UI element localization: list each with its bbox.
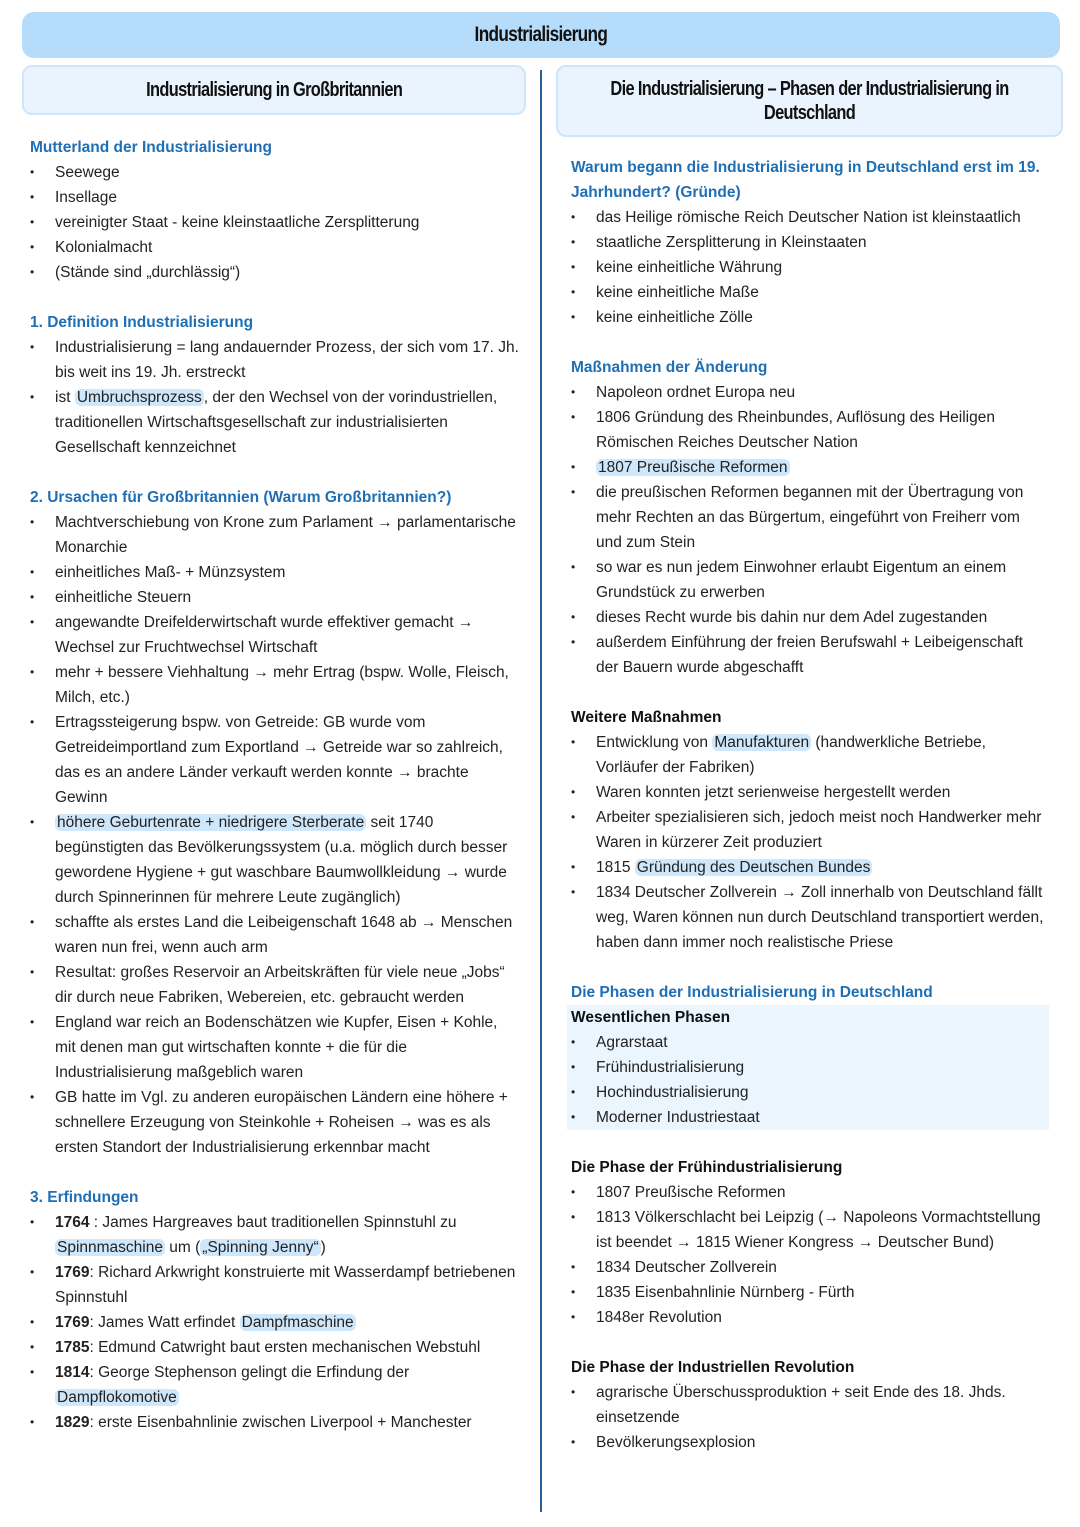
bullet-list <box>571 1380 1049 1455</box>
section <box>571 705 1049 955</box>
item-text: Machtverschiebung von Krone zum Parlament → parlamentarische Monarchie <box>55 514 516 556</box>
item-text: 1813 Völkerschlacht bei Leipzig (→ Napoleons Vormachtstellung ist beendet → 1815 Wiener Kongress → Deutscher Bund) <box>596 1209 1041 1251</box>
list-item <box>571 605 1049 630</box>
list-item <box>571 1280 1049 1305</box>
list-item <box>30 385 520 460</box>
list-item <box>571 1105 1049 1130</box>
list-item <box>571 480 1049 555</box>
highlighted-term: Dampfmaschine <box>241 1314 354 1331</box>
item-text: England war reich an Bodenschätzen wie Kupfer, Eisen + Kohle, mit denen man gut wirtschaften konnte + die für die Industrialisierung maßgeblich waren <box>55 1014 498 1081</box>
item-text: : Richard Arkwright konstruierte mit Wasserdampf betriebenen Spinnstuhl <box>55 1264 516 1306</box>
list-item <box>30 710 520 810</box>
section-heading: Maßnahmen der Änderung <box>571 359 768 376</box>
item-text: das Heilige römische Reich Deutscher Nation ist kleinstaatlich <box>596 209 1021 226</box>
highlighted-term: „Spinning Jenny“ <box>202 1239 319 1256</box>
list-item <box>571 1055 1049 1080</box>
item-text: agrarische Überschussproduktion + seit Ende des 18. Jhds. einsetzende <box>596 1384 1006 1426</box>
bullet-list <box>30 160 520 285</box>
section-heading: 1. Definition Industrialisierung <box>30 314 254 331</box>
bullet-list <box>571 1180 1049 1330</box>
section-heading: Weitere Maßnahmen <box>571 709 722 726</box>
item-text: : erste Eisenbahnlinie zwischen Liverpool + Manchester <box>89 1414 472 1431</box>
item-text: dieses Recht wurde bis dahin nur dem Adel zugestanden <box>596 609 988 626</box>
list-item <box>571 1380 1049 1430</box>
highlighted-term: Dampflokomotive <box>57 1389 177 1406</box>
section-subheading: Wesentlichen Phasen <box>571 1009 731 1026</box>
item-text: Kolonialmacht <box>55 239 153 256</box>
list-item <box>571 280 1049 305</box>
item-text: mehr + bessere Viehhaltung → mehr Ertrag (bspw. Wolle, Fleisch, Milch, etc.) <box>55 664 509 706</box>
section-heading: Mutterland der Industrialisierung <box>30 139 272 156</box>
section-heading: Die Phasen der Industrialisierung in Deutschland <box>571 984 933 1001</box>
item-text: 1835 Eisenbahnlinie Nürnberg - Fürth <box>596 1284 855 1301</box>
list-item <box>30 210 520 235</box>
list-item <box>571 1255 1049 1280</box>
highlighted-term: höhere Geburtenrate + niedrigere Sterberate <box>57 814 365 831</box>
list-item <box>30 1360 520 1410</box>
item-text: , der den Wechsel von der vorindustriellen, traditionellen Wirtschaftsgesellschaft zur industrialisierten Gesellschaft kennzeichnet <box>55 389 498 456</box>
list-item <box>571 380 1049 405</box>
list-item <box>30 160 520 185</box>
item-text: keine einheitliche Maße <box>596 284 759 301</box>
list-item <box>571 230 1049 255</box>
left-column-title: Industrialisierung in Großbritannien <box>145 79 403 101</box>
list-item <box>571 1180 1049 1205</box>
section <box>30 310 520 460</box>
item-text: so war es nun jedem Einwohner erlaubt Eigentum an einem Grundstück zu erwerben <box>596 559 1007 601</box>
list-item <box>30 1210 520 1260</box>
list-item <box>571 1305 1049 1330</box>
item-text: 1848er Revolution <box>596 1309 722 1326</box>
section-heading: Die Phase der Industriellen Revolution <box>571 1359 855 1376</box>
item-text: Seewege <box>55 164 120 181</box>
list-item <box>571 1080 1049 1105</box>
item-text: 1834 Deutscher Zollverein → Zoll innerhalb von Deutschland fällt weg, Waren können nun durch Deutschland transportiert werden, haben dann immer noch realistische Priese <box>596 884 1044 951</box>
section-heading: 3. Erfindungen <box>30 1189 139 1206</box>
list-item <box>571 405 1049 455</box>
highlighted-term: Manufakturen <box>714 734 810 751</box>
section <box>30 135 520 285</box>
item-text: schaffte als erstes Land die Leibeigenschaft 1648 ab → Menschen waren nun frei, wenn auch arm <box>55 914 513 956</box>
item-text: Hochindustrialisierung <box>596 1084 749 1101</box>
list-item <box>571 855 1049 880</box>
section <box>571 355 1049 680</box>
list-item <box>571 255 1049 280</box>
list-item <box>30 1260 520 1310</box>
list-item <box>571 1430 1049 1455</box>
item-text: : James Hargreaves baut traditionellen Spinnstuhl zu <box>89 1214 457 1231</box>
highlighted-term: Gründung des Deutschen Bundes <box>636 859 871 876</box>
item-text: Bevölkerungsexplosion <box>596 1434 756 1451</box>
list-item <box>30 335 520 385</box>
item-text: einheitliches Maß- + Münzsystem <box>55 564 286 581</box>
list-item <box>30 960 520 1010</box>
list-item <box>30 510 520 560</box>
item-text: Insellage <box>55 189 118 206</box>
item-text: ) <box>320 1239 326 1256</box>
section <box>30 1185 520 1435</box>
bullet-list <box>571 205 1049 330</box>
bold-year: 1829 <box>55 1414 90 1431</box>
item-text: seit 1740 begünstigten das Bevölkerungssystem (u.a. möglich durch besser gewordene Hygiene + gut waschbare Baumwollkleidung → wurde durch Spinnerinnen für mehrere Leute zugänglich) <box>55 814 508 906</box>
item-text: die preußischen Reformen begannen mit der Übertragung von mehr Rechten an das Bürgertum, eingeführt von Freiherr vom und zum Stein <box>596 484 1024 551</box>
item-text: 1806 Gründung des Rheinbundes, Auflösung des Heiligen Römischen Reiches Deutscher Nation <box>596 409 995 451</box>
highlighted-term: Umbruchsprozess <box>76 389 202 406</box>
section <box>571 980 1049 1130</box>
item-text: Agrarstaat <box>596 1034 668 1051</box>
section <box>571 155 1049 330</box>
list-item <box>30 660 520 710</box>
item-text: um ( <box>164 1239 201 1256</box>
title-banner <box>22 12 1060 58</box>
list-item <box>571 1030 1049 1055</box>
list-item <box>30 585 520 610</box>
section-heading: Die Phase der Frühindustrialisierung <box>571 1159 843 1176</box>
list-item <box>571 1205 1049 1255</box>
highlighted-term: Spinnmaschine <box>57 1239 163 1256</box>
list-item <box>571 880 1049 955</box>
item-text: 1834 Deutscher Zollverein <box>596 1259 777 1276</box>
list-item <box>30 1085 520 1160</box>
bullet-list <box>571 1030 1049 1130</box>
bullet-list <box>30 335 520 460</box>
list-item <box>30 560 520 585</box>
item-text: Industrialisierung = lang andauernder Prozess, der sich vom 17. Jh. bis weit ins 19. Jh. erstreckt <box>55 339 519 381</box>
bold-year: 1764 <box>55 1214 90 1231</box>
item-text: Resultat: großes Reservoir an Arbeitskräften für viele neue „Jobs“ dir durch neue Fabriken, Webereien, etc. gebraucht werden <box>55 964 505 1006</box>
item-text: GB hatte im Vgl. zu anderen europäischen Ländern eine höhere + schnellere Erzeugung von Steinkohle + Roheisen → was es als ersten Standort der Industrialisierung erkennbar macht <box>55 1089 508 1156</box>
bold-year: 1814 <box>55 1364 90 1381</box>
item-text: angewandte Dreifelderwirtschaft wurde effektiver gemacht → Wechsel zur Fruchtwechsel Wirtschaft <box>55 614 474 656</box>
item-text: (Stände sind „durchlässig“) <box>55 264 241 281</box>
list-item <box>571 455 1049 480</box>
highlighted-term: 1807 Preußische Reformen <box>598 459 788 476</box>
bullet-list <box>30 1210 520 1435</box>
left-header-box <box>22 65 526 115</box>
section-heading: Warum begann die Industrialisierung in Deutschland erst im 19. Jahrhundert? (Gründe) <box>571 159 1040 201</box>
item-text: außerdem Einführung der freien Berufswahl + Leibeigenschaft der Bauern wurde abgeschafft <box>596 634 1023 676</box>
list-item <box>571 730 1049 780</box>
bullet-list <box>571 380 1049 680</box>
item-text: : Edmund Catwright baut ersten mechanischen Webstuhl <box>89 1339 481 1356</box>
list-item <box>571 305 1049 330</box>
list-item <box>571 555 1049 605</box>
item-text: 1807 Preußische Reformen <box>596 1184 786 1201</box>
list-item <box>30 1310 520 1335</box>
list-item <box>30 185 520 210</box>
list-item <box>30 810 520 910</box>
list-item <box>571 630 1049 680</box>
item-text: : James Watt erfindet <box>89 1314 240 1331</box>
bold-year: 1769 <box>55 1264 90 1281</box>
item-text: : George Stephenson gelingt die Erfindung der <box>89 1364 410 1381</box>
list-item <box>30 235 520 260</box>
item-text: vereinigter Staat - keine kleinstaatliche Zersplitterung <box>55 214 420 231</box>
page-title: Industrialisierung <box>474 23 608 46</box>
item-text: Entwicklung von <box>596 734 713 751</box>
list-item <box>30 1010 520 1085</box>
item-text: Moderner Industriestaat <box>596 1109 760 1126</box>
list-item <box>30 260 520 285</box>
item-text: Arbeiter spezialisieren sich, jedoch meist noch Handwerker mehr Waren in kürzerer Zeit produziert <box>596 809 1042 851</box>
list-item <box>30 1335 520 1360</box>
section-heading: 2. Ursachen für Großbritannien (Warum Großbritannien?) <box>30 489 452 506</box>
item-text: (handwerkliche Betriebe, Vorläufer der Fabriken) <box>596 734 986 776</box>
bullet-list <box>30 510 520 1160</box>
item-text: keine einheitliche Währung <box>596 259 783 276</box>
left-column <box>30 135 520 1460</box>
section <box>571 1155 1049 1330</box>
item-text: 1815 <box>596 859 635 876</box>
item-text: keine einheitliche Zölle <box>596 309 753 326</box>
bold-year: 1785 <box>55 1339 90 1356</box>
list-item <box>30 610 520 660</box>
shaded-block <box>567 1005 1049 1130</box>
item-text: ist <box>55 389 75 406</box>
item-text: Frühindustrialisierung <box>596 1059 745 1076</box>
right-header-box <box>556 65 1063 137</box>
bullet-list <box>571 730 1049 955</box>
item-text: Waren konnten jetzt serienweise hergestellt werden <box>596 784 951 801</box>
item-text: Ertragssteigerung bspw. von Getreide: GB wurde vom Getreideimportland zum Exportland → Getreide war so zahlreich, das es an andere Länder verkauft werden konnte → brachte Gewinn <box>55 714 503 806</box>
section <box>571 1355 1049 1455</box>
column-divider <box>540 70 542 1512</box>
list-item <box>30 1410 520 1435</box>
list-item <box>571 805 1049 855</box>
section <box>30 485 520 1160</box>
right-column <box>571 155 1049 1480</box>
item-text: staatliche Zersplitterung in Kleinstaaten <box>596 234 867 251</box>
item-text: Napoleon ordnet Europa neu <box>596 384 796 401</box>
list-item <box>571 780 1049 805</box>
right-column-title: Die Industrialisierung – Phasen der Industrialisierung in Deutschland <box>610 78 1009 124</box>
list-item <box>571 205 1049 230</box>
list-item <box>30 910 520 960</box>
item-text: einheitliche Steuern <box>55 589 192 606</box>
bold-year: 1769 <box>55 1314 90 1331</box>
